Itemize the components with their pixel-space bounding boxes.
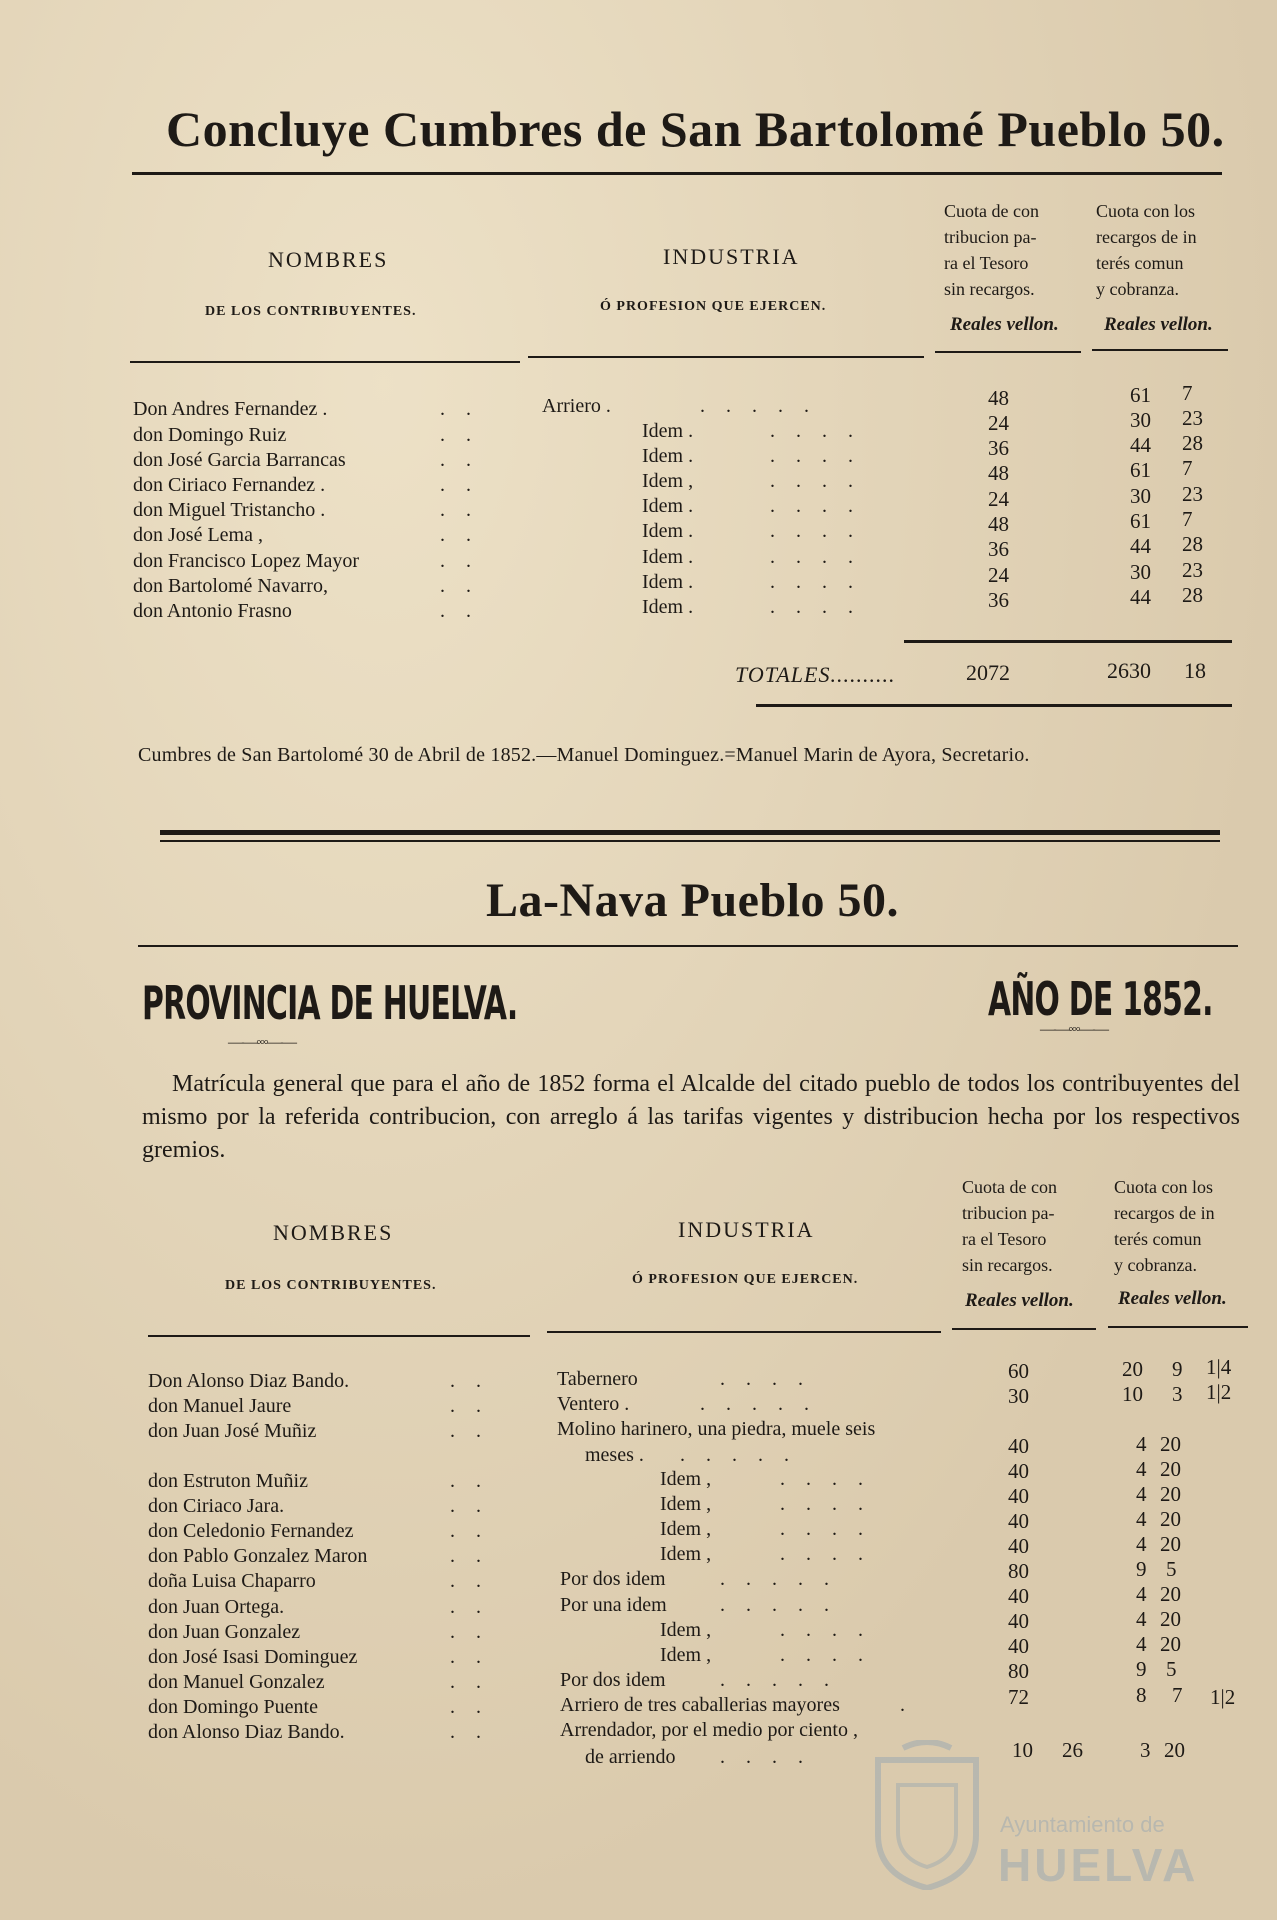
intro-paragraph: Matrícula general que para el año de 1852 forma el Alcalde del citado pueblo de todos los contribuyentes del mismo por la referida contribucion, con arreglo á las tarifas vigentes y distribucion hecha por los respectivos gremios. bbox=[142, 1071, 1240, 1163]
leader-dots: . . bbox=[440, 398, 479, 420]
header-rule-cuota1 bbox=[952, 1328, 1096, 1330]
cuota2-subfraction-cell: 1|4 bbox=[1206, 1355, 1232, 1379]
leader-dots: . . bbox=[450, 1470, 489, 1492]
cuota1-cell: 40 bbox=[1008, 1609, 1029, 1633]
cuota2-cell: 4 bbox=[1136, 1432, 1147, 1456]
table-row: don Manuel Gonzalez bbox=[148, 1671, 325, 1693]
cuota2-cell: 30 bbox=[1130, 484, 1151, 508]
leader-dots: . . bbox=[450, 1545, 489, 1567]
cuota1-cell: 80 bbox=[1008, 1659, 1029, 1683]
leader-dots: . bbox=[900, 1694, 913, 1716]
section1-title: Concluye Cumbres de San Bartolomé Pueblo 50. bbox=[166, 101, 1225, 157]
leader-dots: . . bbox=[450, 1621, 489, 1643]
nombres-header: NOMBRES bbox=[273, 1220, 394, 1245]
industria-header: INDUSTRIA bbox=[678, 1217, 815, 1242]
cuota2-cell: 44 bbox=[1130, 433, 1151, 457]
totals-label: TOTALES.......... bbox=[735, 662, 896, 687]
leader-dots: . . . . . bbox=[720, 1669, 837, 1691]
cuota1-units: Reales vellon. bbox=[965, 1290, 1074, 1311]
table-row: don Juan Gonzalez bbox=[148, 1621, 301, 1643]
table-row: don José Isasi Dominguez bbox=[148, 1646, 358, 1668]
leader-dots: . . . . bbox=[770, 470, 861, 492]
cuota2-cell: 10 bbox=[1122, 1382, 1143, 1406]
cuota1-cell: 36 bbox=[988, 436, 1009, 460]
cuota1-header: Cuota de con tribucion pa- ra el Tesoro sin recargos. bbox=[944, 201, 1039, 299]
cuota2-cell: 8 bbox=[1136, 1683, 1147, 1707]
totals-top-rule bbox=[904, 640, 1232, 643]
industry-cell: Idem . bbox=[642, 495, 694, 517]
cuota2-cell: 4 bbox=[1136, 1482, 1147, 1506]
cuota2-cell: 4 bbox=[1136, 1532, 1147, 1556]
section-divider-thick bbox=[160, 830, 1220, 835]
cuota1-cell: 72 bbox=[1008, 1685, 1029, 1709]
cuota2-cell: 4 bbox=[1136, 1457, 1147, 1481]
leader-dots: . . bbox=[440, 499, 479, 521]
nombres-subheader: DE LOS CONTRIBUYENTES. bbox=[205, 304, 417, 319]
coat-of-arms-icon bbox=[868, 1740, 986, 1890]
cuota2-cell: 4 bbox=[1136, 1507, 1147, 1531]
table-row: Don Alonso Diaz Bando. bbox=[148, 1370, 350, 1392]
province-heading: PROVINCIA DE HUELVA. bbox=[142, 976, 518, 1030]
industry-cell: Arrendador, por el medio por ciento , bbox=[560, 1719, 858, 1741]
leader-dots: . . . . bbox=[780, 1619, 871, 1641]
year-heading: AÑO DE 1852. bbox=[988, 972, 1213, 1026]
cuota1-cell: 48 bbox=[988, 386, 1009, 410]
industry-cell: Por dos idem bbox=[560, 1568, 666, 1590]
leader-dots: . . . . . bbox=[680, 1444, 797, 1466]
table-row: don Juan José Muñiz bbox=[148, 1420, 317, 1442]
cuota1-header: Cuota de con tribucion pa- ra el Tesoro sin recargos. bbox=[962, 1177, 1057, 1275]
section-divider-thin bbox=[160, 840, 1220, 842]
cuota2-fraction-cell: 28 bbox=[1182, 583, 1203, 607]
cuota2-fraction-cell: 28 bbox=[1182, 431, 1203, 455]
industry-cell: Idem , bbox=[660, 1543, 712, 1565]
leader-dots: . . . . bbox=[720, 1368, 811, 1390]
industria-subheader: Ó PROFESION QUE EJERCEN. bbox=[632, 1272, 859, 1287]
industry-cell: Idem , bbox=[660, 1518, 712, 1540]
leader-dots: . . bbox=[450, 1520, 489, 1542]
industry-cell: Idem , bbox=[660, 1493, 712, 1515]
cuota2-fraction-cell: 23 bbox=[1182, 482, 1203, 506]
leader-dots: . . bbox=[450, 1596, 489, 1618]
table-row: don Domingo Puente bbox=[148, 1696, 318, 1718]
industry-cell: Molino harinero, una piedra, muele seis bbox=[557, 1418, 876, 1440]
industry-cell: Idem . bbox=[642, 571, 694, 593]
leader-dots: . . . . bbox=[770, 546, 861, 568]
leader-dots: . . . . . bbox=[720, 1568, 837, 1590]
totals-bottom-rule bbox=[756, 704, 1232, 707]
table-row: don Manuel Jaure bbox=[148, 1395, 292, 1417]
industry-cell: Idem . bbox=[642, 596, 694, 618]
industry-cell: de arriendo bbox=[585, 1746, 676, 1768]
cuota2-fraction-cell: 28 bbox=[1182, 532, 1203, 556]
cuota1-cell: 24 bbox=[988, 563, 1009, 587]
cuota2-cell: 44 bbox=[1130, 585, 1151, 609]
industry-cell: Idem . bbox=[642, 546, 694, 568]
leader-dots: . . bbox=[450, 1370, 489, 1392]
table-row: don Miguel Tristancho . bbox=[133, 499, 326, 521]
header-rule-names bbox=[130, 361, 520, 363]
table-row: don Francisco Lopez Mayor bbox=[133, 550, 360, 572]
industry-cell: meses . bbox=[585, 1444, 644, 1466]
leader-dots: . . . . bbox=[780, 1493, 871, 1515]
table-row: don Estruton Muñiz bbox=[148, 1470, 308, 1492]
leader-dots: . . bbox=[450, 1671, 489, 1693]
cuota2-fraction-cell: 23 bbox=[1182, 406, 1203, 430]
cuota2-cell: 61 bbox=[1130, 383, 1151, 407]
table-row: don Ciriaco Fernandez . bbox=[133, 474, 326, 496]
cuota1-cell: 40 bbox=[1008, 1509, 1029, 1533]
industry-cell: Ventero . bbox=[557, 1393, 630, 1415]
industria-header: INDUSTRIA bbox=[663, 244, 800, 269]
section2-title: La-Nava Pueblo 50. bbox=[486, 874, 900, 927]
cuota2-cell: 44 bbox=[1130, 534, 1151, 558]
cuota1-cell: 40 bbox=[1008, 1434, 1029, 1458]
table-row: don Alonso Diaz Bando. bbox=[148, 1721, 345, 1743]
cuota1-cell: 40 bbox=[1008, 1459, 1029, 1483]
cuota1-cell: 36 bbox=[988, 588, 1009, 612]
cuota1-cell: 48 bbox=[988, 461, 1009, 485]
cuota2-fraction-cell: 20 bbox=[1160, 1482, 1181, 1506]
cuota2-fraction-cell: 20 bbox=[1160, 1532, 1181, 1556]
total-cuota2-fraction: 18 bbox=[1184, 658, 1206, 683]
province-ornament: ——◦◦◦—— bbox=[228, 1034, 296, 1051]
cuota2-fraction-cell: 20 bbox=[1160, 1457, 1181, 1481]
leader-dots: . . . . bbox=[780, 1644, 871, 1666]
industry-cell: Idem . bbox=[642, 420, 694, 442]
leader-dots: . . . . bbox=[780, 1543, 871, 1565]
cuota2-fraction-cell: 5 bbox=[1166, 1657, 1177, 1681]
signature-line: Cumbres de San Bartolomé 30 de Abril de 1852.—Manuel Dominguez.=Manuel Marin de Ayora, Secretario. bbox=[138, 744, 1030, 766]
cuota1-cell: 40 bbox=[1008, 1484, 1029, 1508]
cuota2-fraction-cell: 9 bbox=[1172, 1357, 1183, 1381]
cuota2-cell: 4 bbox=[1136, 1582, 1147, 1606]
table-row: doña Luisa Chaparro bbox=[148, 1570, 316, 1592]
cuota2-fraction-cell: 20 bbox=[1160, 1432, 1181, 1456]
cuota2-fraction-cell: 20 bbox=[1160, 1507, 1181, 1531]
cuota1-cell: 10 bbox=[1012, 1738, 1033, 1762]
leader-dots: . . . . bbox=[770, 571, 861, 593]
cuota2-fraction-cell: 20 bbox=[1160, 1632, 1181, 1656]
cuota2-cell: 3 bbox=[1140, 1738, 1151, 1762]
cuota2-fraction-cell: 5 bbox=[1166, 1557, 1177, 1581]
cuota2-subfraction-cell: 1|2 bbox=[1206, 1380, 1232, 1404]
leader-dots: . . . . bbox=[780, 1518, 871, 1540]
cuota2-header: Cuota con los recargos de in terés comun y cobranza. bbox=[1096, 201, 1197, 299]
table-row: don José Lema , bbox=[133, 524, 263, 546]
cuota2-fraction-cell: 7 bbox=[1172, 1683, 1183, 1707]
cuota2-fraction-cell: 7 bbox=[1182, 507, 1193, 531]
industry-cell: Tabernero bbox=[557, 1368, 638, 1390]
leader-dots: . . bbox=[440, 424, 479, 446]
header-rule-names bbox=[148, 1335, 530, 1337]
cuota2-units: Reales vellon. bbox=[1104, 314, 1213, 335]
total-cuota2: 2630 bbox=[1107, 658, 1151, 683]
leader-dots: . . bbox=[440, 600, 479, 622]
table-row: Don Andres Fernandez . bbox=[133, 398, 328, 420]
table-row: don Domingo Ruiz bbox=[133, 424, 287, 446]
cuota2-fraction-cell: 3 bbox=[1172, 1382, 1183, 1406]
cuota1-units: Reales vellon. bbox=[950, 314, 1059, 335]
table-row: don Juan Ortega. bbox=[148, 1596, 285, 1618]
title-rule bbox=[132, 172, 1222, 175]
leader-dots: . . bbox=[450, 1696, 489, 1718]
leader-dots: . . . . bbox=[770, 445, 861, 467]
leader-dots: . . bbox=[450, 1721, 489, 1743]
header-rule-industry bbox=[547, 1331, 941, 1333]
leader-dots: . . . . bbox=[780, 1468, 871, 1490]
industry-cell: Idem , bbox=[660, 1619, 712, 1641]
leader-dots: . . . . bbox=[770, 596, 861, 618]
cuota2-fraction-cell: 7 bbox=[1182, 456, 1193, 480]
cuota1-cell: 48 bbox=[988, 512, 1009, 536]
nombres-subheader: DE LOS CONTRIBUYENTES. bbox=[225, 1278, 437, 1293]
table-row: don José Garcia Barrancas bbox=[133, 449, 346, 471]
leader-dots: . . . . . bbox=[700, 1393, 817, 1415]
header-rule-cuota2 bbox=[1108, 1326, 1248, 1328]
industry-cell: Por una idem bbox=[560, 1594, 667, 1616]
leader-dots: . . bbox=[440, 550, 479, 572]
cuota2-cell: 61 bbox=[1130, 458, 1151, 482]
cuota1-cell: 40 bbox=[1008, 1534, 1029, 1558]
industry-cell: Arriero . bbox=[542, 395, 611, 417]
header-rule-cuota2 bbox=[1092, 349, 1228, 351]
watermark-line2: HUELVA bbox=[998, 1839, 1199, 1891]
industry-cell: Idem . bbox=[642, 445, 694, 467]
industry-cell: Idem , bbox=[642, 470, 694, 492]
leader-dots: . . . . bbox=[770, 520, 861, 542]
leader-dots: . . . . bbox=[770, 420, 861, 442]
industria-subheader: Ó PROFESION QUE EJERCEN. bbox=[600, 299, 827, 314]
leader-dots: . . . . . bbox=[720, 1594, 837, 1616]
industry-cell: Arriero de tres caballerias mayores bbox=[560, 1694, 840, 1716]
table-row: don Bartolomé Navarro, bbox=[133, 575, 328, 597]
industry-cell: Idem , bbox=[660, 1468, 712, 1490]
cuota2-fraction-cell: 20 bbox=[1164, 1738, 1185, 1762]
leader-dots: . . . . bbox=[770, 495, 861, 517]
cuota2-cell: 30 bbox=[1130, 408, 1151, 432]
watermark-line1: Ayuntamiento de bbox=[1000, 1812, 1165, 1837]
cuota1-cell: 24 bbox=[988, 411, 1009, 435]
leader-dots: . . bbox=[440, 524, 479, 546]
cuota2-cell: 61 bbox=[1130, 509, 1151, 533]
cuota2-cell: 20 bbox=[1122, 1357, 1143, 1381]
section2-title-rule bbox=[138, 945, 1238, 947]
cuota2-units: Reales vellon. bbox=[1118, 1288, 1227, 1309]
leader-dots: . . bbox=[440, 474, 479, 496]
cuota2-header: Cuota con los recargos de in terés comun y cobranza. bbox=[1114, 1177, 1215, 1275]
cuota1-cell: 40 bbox=[1008, 1634, 1029, 1658]
cuota2-cell: 4 bbox=[1136, 1632, 1147, 1656]
cuota1-cell: 40 bbox=[1008, 1584, 1029, 1608]
cuota1-cell: 80 bbox=[1008, 1559, 1029, 1583]
table-row: don Ciriaco Jara. bbox=[148, 1495, 285, 1517]
leader-dots: . . . . . bbox=[700, 395, 817, 417]
cuota2-fraction-cell: 23 bbox=[1182, 558, 1203, 582]
cuota1-fraction-cell: 26 bbox=[1062, 1738, 1083, 1762]
leader-dots: . . bbox=[450, 1495, 489, 1517]
cuota1-cell: 36 bbox=[988, 537, 1009, 561]
cuota1-cell: 24 bbox=[988, 487, 1009, 511]
cuota2-cell: 30 bbox=[1130, 560, 1151, 584]
leader-dots: . . bbox=[440, 449, 479, 471]
leader-dots: . . bbox=[450, 1395, 489, 1417]
cuota1-cell: 60 bbox=[1008, 1359, 1029, 1383]
nombres-header: NOMBRES bbox=[268, 247, 389, 272]
industry-cell: Idem . bbox=[642, 520, 694, 542]
leader-dots: . . bbox=[450, 1420, 489, 1442]
cuota2-subfraction-cell: 1|2 bbox=[1210, 1685, 1236, 1709]
cuota2-fraction-cell: 7 bbox=[1182, 381, 1193, 405]
leader-dots: . . . . bbox=[720, 1746, 811, 1768]
table-row: don Antonio Frasno bbox=[133, 600, 292, 622]
leader-dots: . . bbox=[440, 575, 479, 597]
leader-dots: . . bbox=[450, 1570, 489, 1592]
header-rule-industry bbox=[528, 356, 924, 358]
leader-dots: . . bbox=[450, 1646, 489, 1668]
table-row: don Celedonio Fernandez bbox=[148, 1520, 354, 1542]
cuota2-cell: 9 bbox=[1136, 1657, 1147, 1681]
table-row: don Pablo Gonzalez Maron bbox=[148, 1545, 368, 1567]
total-cuota1: 2072 bbox=[966, 660, 1010, 685]
year-ornament: ——◦◦◦—— bbox=[1040, 1021, 1108, 1038]
industry-cell: Idem , bbox=[660, 1644, 712, 1666]
cuota1-cell: 30 bbox=[1008, 1384, 1029, 1408]
cuota2-cell: 4 bbox=[1136, 1607, 1147, 1631]
header-rule-cuota1 bbox=[935, 351, 1081, 353]
cuota2-fraction-cell: 20 bbox=[1160, 1582, 1181, 1606]
cuota2-fraction-cell: 20 bbox=[1160, 1607, 1181, 1631]
cuota2-cell: 9 bbox=[1136, 1557, 1147, 1581]
industry-cell: Por dos idem bbox=[560, 1669, 666, 1691]
